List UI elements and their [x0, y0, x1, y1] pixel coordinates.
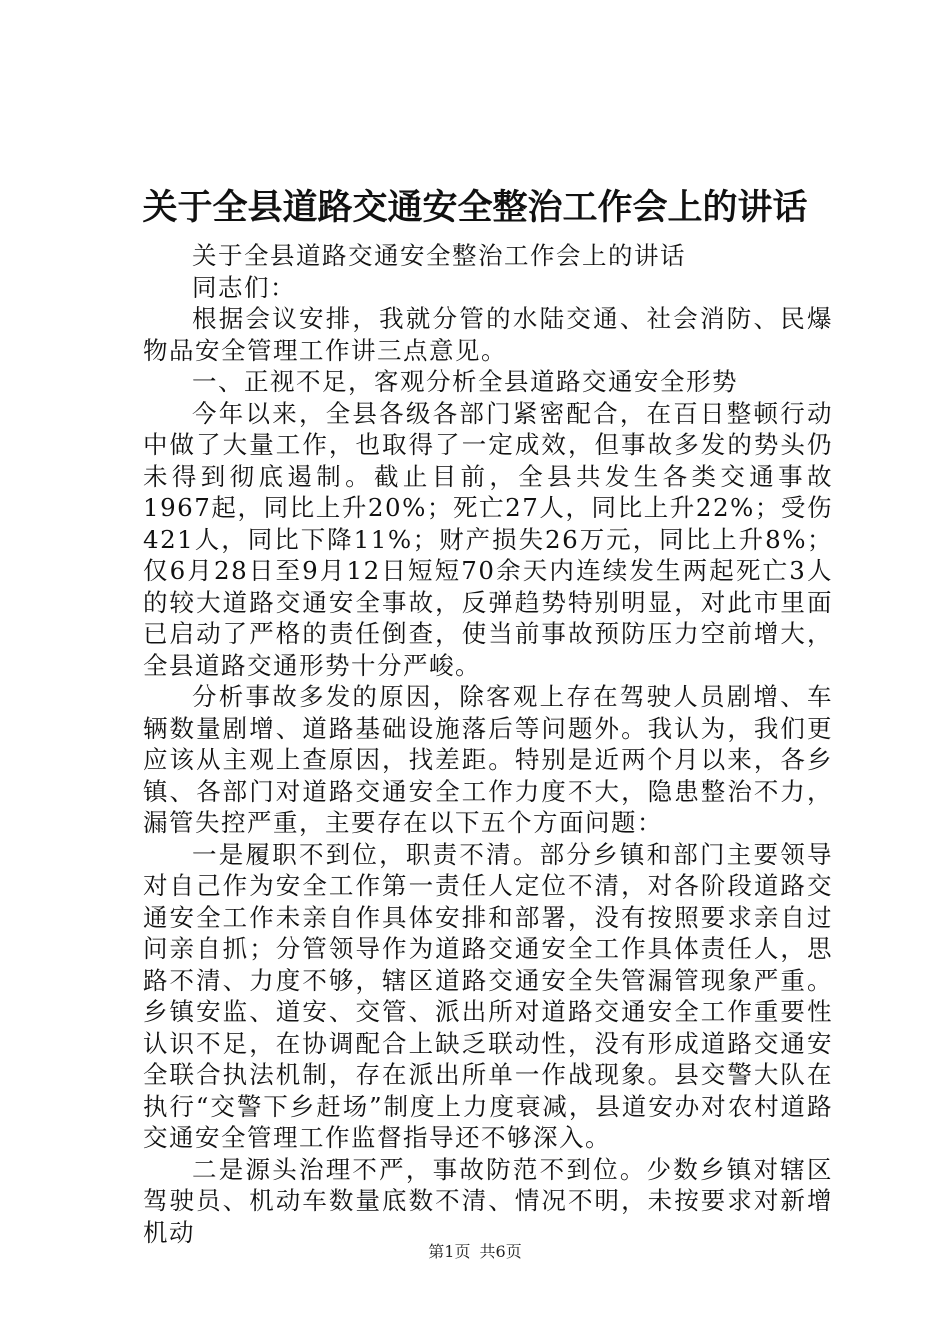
page-footer	[0, 1240, 950, 1264]
section-heading-1: 一、正视不足，客观分析全县道路交通安全形势	[192, 367, 738, 396]
body-paragraph: 二是源头治理不严，事故防范不到位。少数乡镇对辖区驾驶员、机动车数量底数不清、情况不明，未按要求对新增机动	[143, 1154, 833, 1247]
body-paragraph: 今年以来，全县各级各部门紧密配合，在百日整顿行动中做了大量工作，也取得了一定成效，但事故多发的势头仍未得到彻底遏制。截止目前，全县共发生各类交通事故1967起，同比上升20%；死亡27人，同比上升22%；受伤421人，同比下降11%；财产损失26万元，同比上升8%；仅6月28日至9月12日短短70余天内连续发生两起死亡3人的较大道路交通安全事故，反弹趋势特别明显，对此市里面已启动了严格的责任倒查，使当前事故预防压力空前增大，全县道路交通形势十分严峻。	[143, 398, 833, 680]
subtitle-paragraph: 关于全县道路交通安全整治工作会上的讲话	[192, 241, 686, 270]
body-paragraph: 分析事故多发的原因，除客观上存在驾驶人员剧增、车辆数量剧增、道路基础设施落后等问题外。我认为，我们更应该从主观上查原因，找差距。特别是近两个月以来，各乡镇、各部门对道路交通安全工作力度不大，隐患整治不力，漏管失控严重，主要存在以下五个方面问题：	[143, 682, 833, 837]
intro-paragraph: 根据会议安排，我就分管的水陆交通、社会消防、民爆物品安全管理工作讲三点意见。	[143, 304, 833, 365]
page-total: 共6页	[479, 1242, 522, 1261]
body-paragraph: 一是履职不到位，职责不清。部分乡镇和部门主要领导对自己作为安全工作第一责任人定位不清，对各阶段道路交通安全工作未亲自作具体安排和部署，没有按照要求亲自过问亲自抓；分管领导作为道路交通安全工作具体责任人，思路不清、力度不够，辖区道路交通安全失管漏管现象严重。乡镇安监、道安、交管、派出所对道路交通安全工作重要性认识不足，在协调配合上缺乏联动性，没有形成道路交通安全联合执法机制，存在派出所单一作战现象。县交警大队在执行“交警下乡赶场”制度上力度衰减，县道安办对农村道路交通安全管理工作监督指导还不够深入。	[143, 839, 833, 1152]
document-body	[143, 240, 833, 1248]
page-number: 第1页	[428, 1242, 471, 1261]
document-title: 关于全县道路交通安全整治工作会上的讲话	[142, 187, 808, 228]
salutation-paragraph: 同志们：	[192, 272, 296, 302]
